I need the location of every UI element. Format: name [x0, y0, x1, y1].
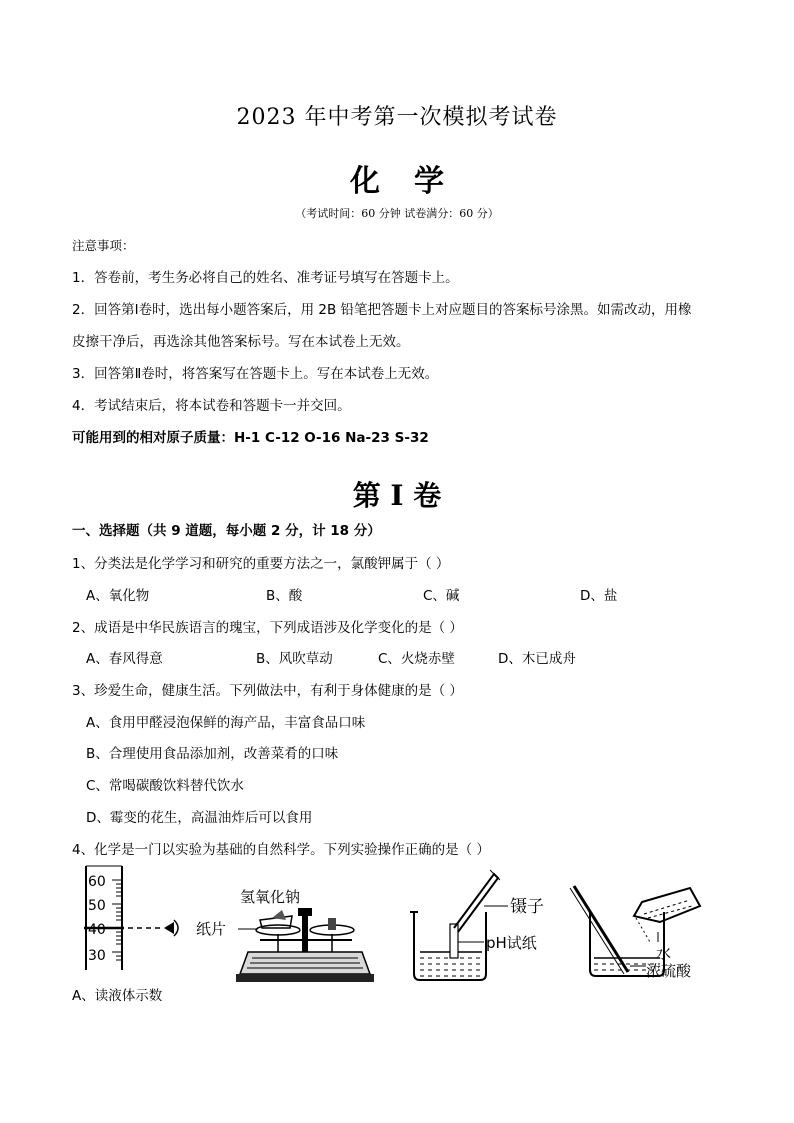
notice-item: 4．考试结束后，将本试卷和答题卡一并交回。	[72, 398, 351, 414]
part-heading: 一、选择题（共 9 道题，每小题 2 分，计 18 分）	[72, 523, 381, 539]
tick-label: 30	[88, 948, 106, 964]
option-a: A、春风得意	[86, 651, 163, 667]
exam-info: （考试时间：60 分钟 试卷满分：60 分）	[295, 207, 499, 220]
option-b: B、合理使用食品添加剂，改善菜肴的口味	[86, 746, 339, 762]
notice-item: 皮擦干净后，再选涂其他答案标号。写在本试卷上无效。	[72, 334, 410, 350]
option-b: B、风吹草动	[256, 651, 333, 667]
atomic-masses: 可能用到的相对原子质量：H-1 C-12 O-16 Na-23 S-32	[72, 430, 429, 446]
graduated-cylinder	[84, 866, 178, 970]
balance-label-side: 纸片	[196, 920, 227, 938]
acid-label: 浓硫酸	[646, 962, 692, 980]
option-b: B、酸	[266, 588, 303, 604]
notice-item: 1．答卷前，考生务必将自己的姓名、准考证号填写在答题卡上。	[72, 270, 459, 286]
option-a: A、食用甲醛浸泡保鲜的海产品，丰富食品口味	[86, 715, 366, 731]
notice-item: 2．回答第Ⅰ卷时，选出每小题答案后，用 2B 铅笔把答题卡上对应题目的答案标号涂黑。如需改动，用橡	[72, 302, 692, 318]
option-d: D、霉变的花生，高温油炸后可以食用	[86, 810, 313, 826]
option-d: D、盐	[580, 588, 618, 604]
question-stem: 1、分类法是化学学习和研究的重要方法之一，氯酸钾属于（ ）	[72, 556, 450, 572]
figure-caption: A、读液体示数	[72, 988, 163, 1004]
notice-item: 3．回答第Ⅱ卷时，将答案写在答题卡上。写在本试卷上无效。	[72, 366, 439, 382]
option-c: C、火烧赤壁	[378, 651, 455, 667]
option-d: D、木已成舟	[498, 651, 576, 667]
question-stem: 2、成语是中华民族语言的瑰宝，下列成语涉及化学变化的是（ ）	[72, 620, 463, 636]
eye-icon	[164, 920, 178, 936]
section-title: 第 I 卷	[352, 479, 442, 512]
ph-test	[410, 870, 544, 980]
option-c: C、碱	[423, 588, 460, 604]
experiment-figures	[70, 862, 720, 988]
question-stem: 4、化学是一门以实验为基础的自然科学。下列实验操作正确的是（ ）	[72, 842, 490, 858]
water-label: 水	[656, 944, 672, 962]
option-c: C、常喝碳酸饮料替代饮水	[86, 778, 244, 794]
tweezers-label: 镊子	[510, 897, 544, 917]
tick-label: 40	[88, 922, 106, 938]
option-a: A、氧化物	[86, 588, 150, 604]
question-stem: 3、珍爱生命，健康生活。下列做法中，有利于身体健康的是（ ）	[72, 683, 463, 699]
balance	[196, 888, 374, 982]
ph-paper-label: pH试纸	[486, 934, 537, 952]
tick-label: 50	[88, 898, 106, 914]
subject-title: 化学	[350, 164, 478, 199]
dilution	[570, 886, 700, 980]
balance-label-top: 氢氧化钠	[240, 888, 301, 906]
notice-heading: 注意事项：	[72, 238, 135, 253]
exam-title: 2023 年中考第一次模拟考试卷	[236, 105, 558, 130]
tick-label: 60	[88, 874, 106, 890]
